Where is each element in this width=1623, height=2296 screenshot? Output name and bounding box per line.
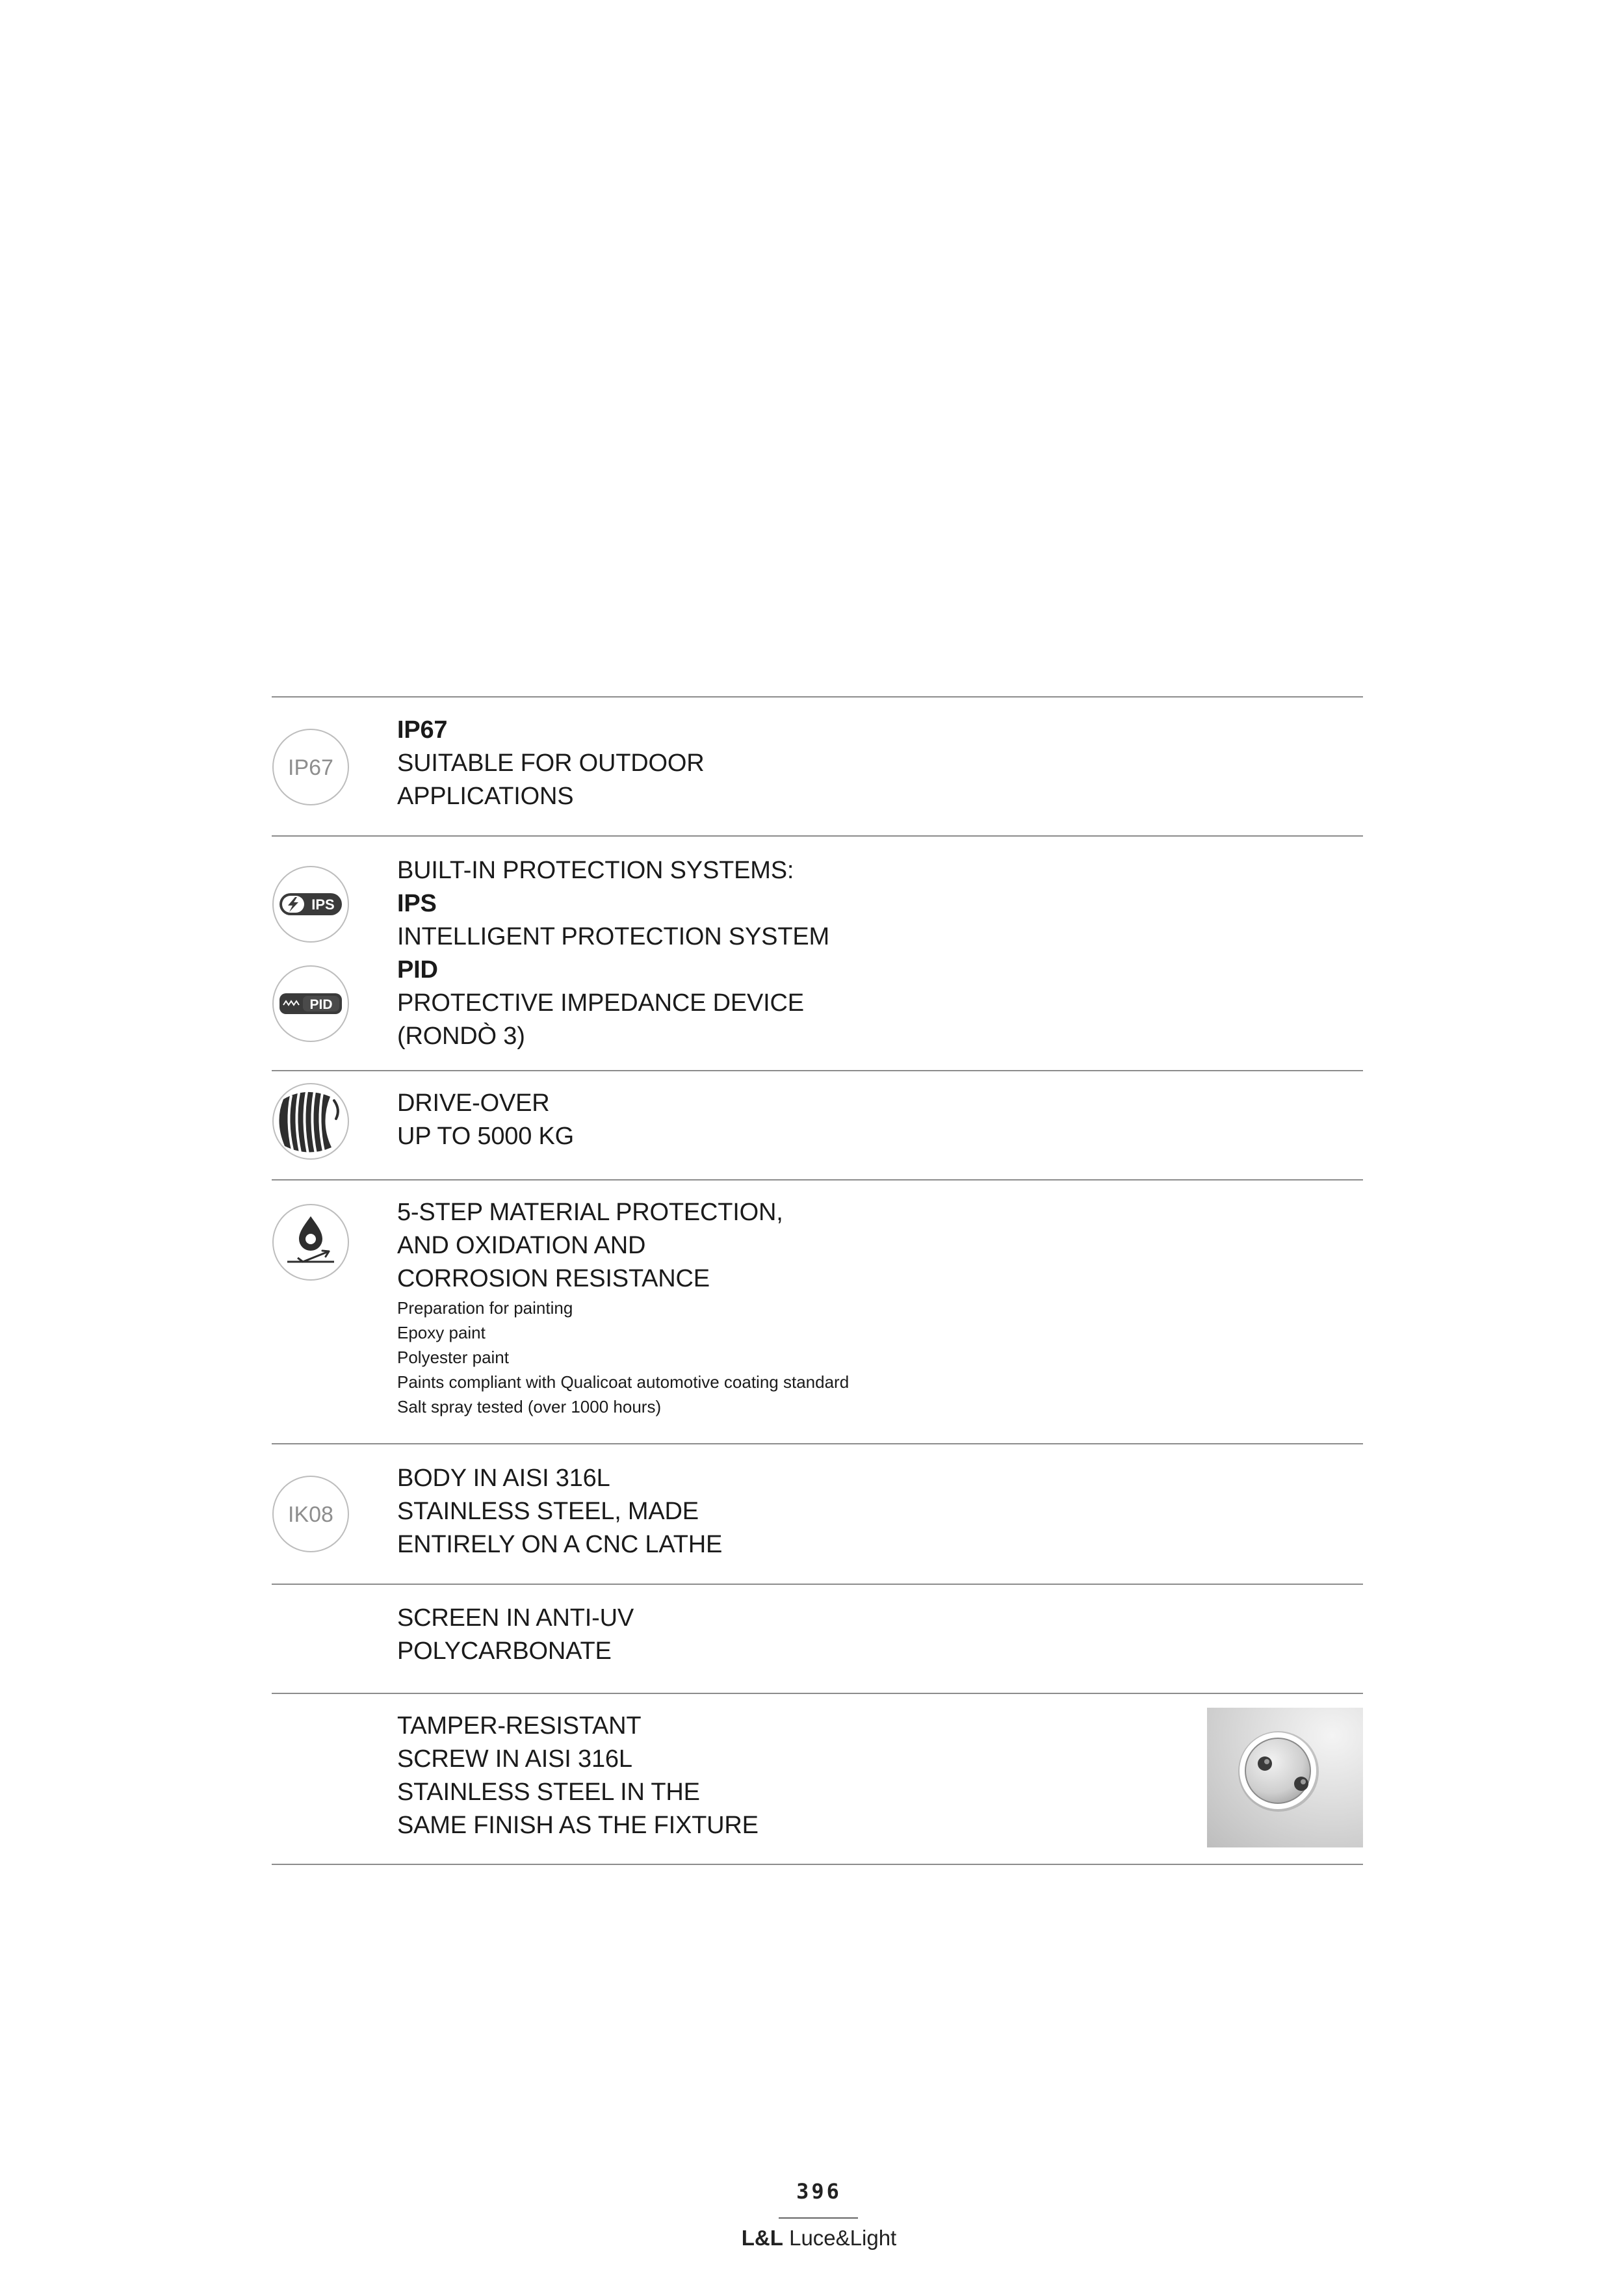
divider [272, 1864, 1363, 1865]
divider [272, 835, 1363, 837]
feature-title-ips: IPS [397, 890, 437, 917]
feature-detail: Paints compliant with Qualicoat automotive coating standard [397, 1372, 850, 1392]
feature-line: POLYCARBONATE [397, 1637, 612, 1665]
page-number: 396 [796, 2179, 842, 2204]
tamper-resistant-screw-photo [1207, 1708, 1363, 1847]
corrosion-protection-icon [272, 1203, 350, 1281]
feature-line: SAME FINISH AS THE FIXTURE [397, 1812, 759, 1839]
feature-line: STAINLESS STEEL, MADE [397, 1498, 699, 1525]
feature-line: DRIVE-OVER [397, 1089, 550, 1117]
brand-name: Luce&Light [789, 2226, 897, 2250]
feature-line: TAMPER-RESISTANT [397, 1712, 642, 1740]
ips-icon-label: IPS [311, 896, 335, 913]
feature-line: SCREW IN AISI 316L [397, 1745, 632, 1773]
feature-line: INTELLIGENT PROTECTION SYSTEM [397, 923, 829, 950]
page-number-underline [779, 2217, 858, 2219]
feature-line: STAINLESS STEEL IN THE [397, 1779, 700, 1806]
feature-detail: Preparation for painting [397, 1298, 573, 1318]
brand-footer [689, 2226, 949, 2250]
pid-badge-icon [272, 965, 350, 1043]
feature-tamper-resistant-screw [397, 1710, 759, 1842]
ik08-icon-label: IK08 [288, 1502, 333, 1527]
divider [272, 1693, 1363, 1694]
ip67-icon-label: IP67 [288, 755, 333, 780]
feature-line: UP TO 5000 KG [397, 1123, 575, 1150]
feature-line: ENTIRELY ON A CNC LATHE [397, 1531, 723, 1558]
feature-ip67 [397, 714, 704, 813]
divider [272, 1179, 1363, 1181]
feature-line: APPLICATIONS [397, 783, 574, 810]
ip67-icon [272, 728, 350, 806]
tire-icon [272, 1082, 350, 1160]
divider [272, 1584, 1363, 1585]
feature-detail: Epoxy paint [397, 1323, 486, 1342]
ips-badge-icon [272, 865, 350, 943]
feature-line: BUILT-IN PROTECTION SYSTEMS: [397, 857, 794, 884]
brand-short: L&L [741, 2226, 783, 2250]
feature-line: AND OXIDATION AND [397, 1232, 646, 1259]
divider [272, 1070, 1363, 1071]
feature-protection-systems [397, 854, 829, 1053]
feature-line: PROTECTIVE IMPEDANCE DEVICE [397, 989, 804, 1017]
feature-drive-over [397, 1087, 574, 1153]
feature-screen [397, 1602, 634, 1668]
divider [272, 1443, 1363, 1444]
divider [272, 696, 1363, 698]
feature-detail: Salt spray tested (over 1000 hours) [397, 1397, 662, 1416]
feature-title-pid: PID [397, 956, 438, 984]
feature-body-material [397, 1462, 722, 1561]
feature-line: SCREEN IN ANTI-UV [397, 1604, 634, 1632]
feature-corrosion-resistance [397, 1196, 849, 1419]
feature-detail: Polyester paint [397, 1348, 509, 1367]
feature-title: IP67 [397, 716, 448, 744]
ik08-icon [272, 1475, 350, 1553]
feature-line: (RONDÒ 3) [397, 1023, 525, 1050]
feature-line: 5-STEP MATERIAL PROTECTION, [397, 1199, 783, 1226]
pid-icon-label: PID [309, 997, 333, 1012]
feature-line: CORROSION RESISTANCE [397, 1265, 710, 1292]
feature-line: BODY IN AISI 316L [397, 1465, 610, 1492]
feature-line: SUITABLE FOR OUTDOOR [397, 750, 705, 777]
